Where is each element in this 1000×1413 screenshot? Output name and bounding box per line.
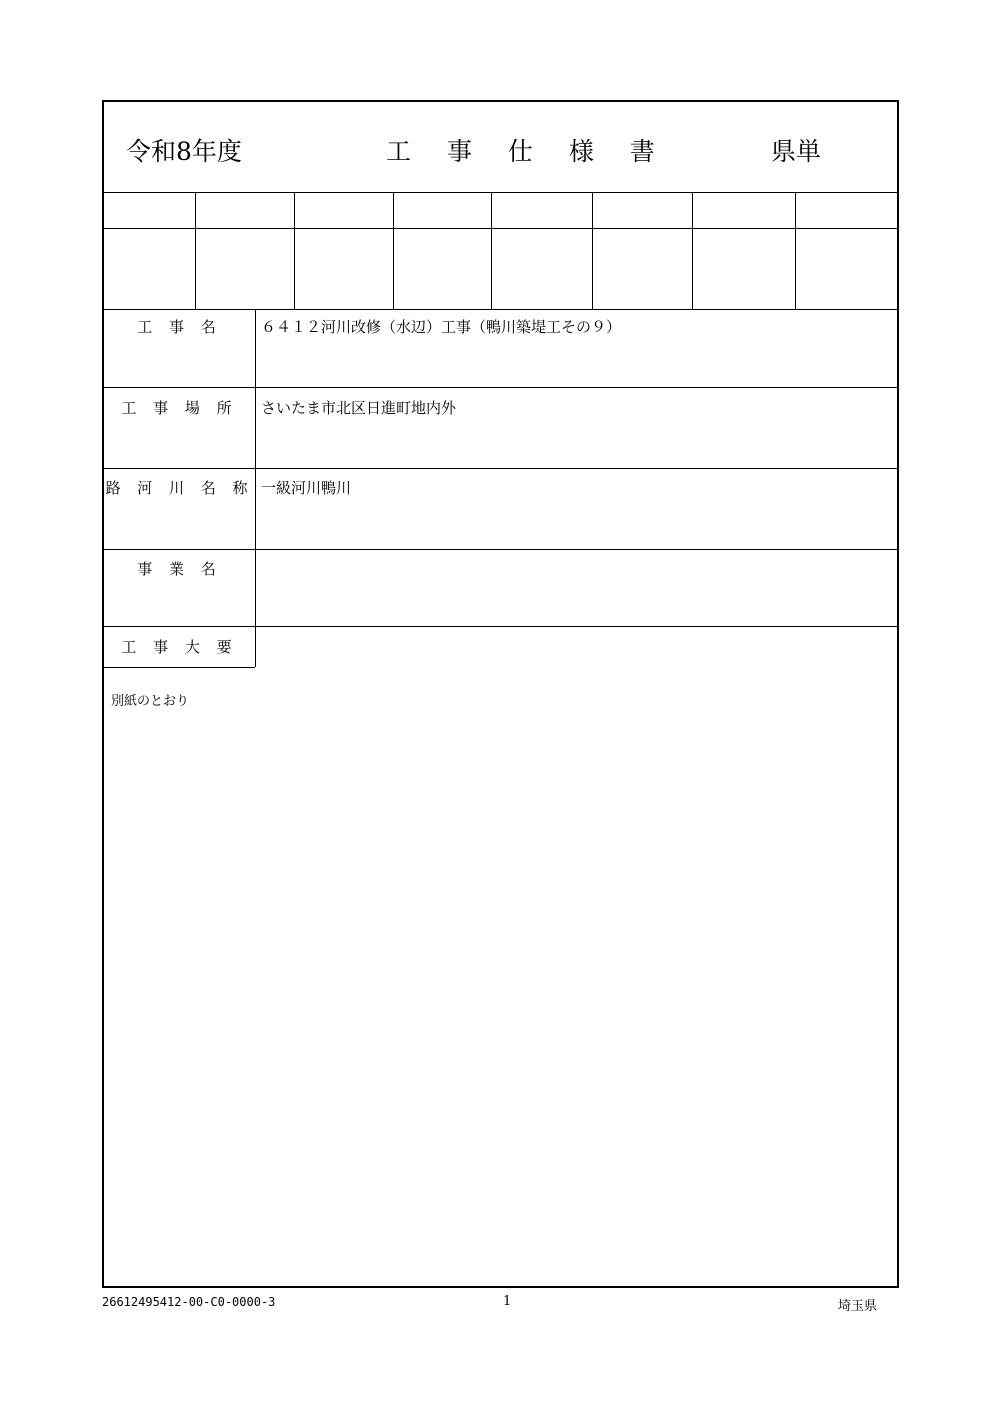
stamp-row-divider — [103, 228, 899, 229]
specification-frame — [102, 100, 899, 1288]
budget-category: 県単 — [771, 137, 822, 166]
stamp-col-line-4 — [491, 193, 492, 309]
construction-site-value: さいたま市北区日進町地内外 — [261, 399, 457, 417]
issuing-organization: 埼玉県 — [838, 1299, 878, 1314]
row-divider-1 — [103, 387, 899, 388]
construction-outline-label: 工 事 大 要 — [121, 638, 238, 656]
row-divider-3 — [103, 549, 899, 550]
row-divider-4 — [103, 626, 899, 627]
construction-name-value: ６４１２河川改修（水辺）工事（鴨川築堤工その９） — [261, 318, 622, 336]
stamp-col-line-3 — [393, 193, 394, 309]
page-number: 1 — [503, 1294, 512, 1309]
project-name-label: 事 業 名 — [137, 560, 222, 578]
row-divider-2 — [103, 468, 899, 469]
header-bottom-line — [103, 192, 899, 193]
document-code: 26612495412-00-C0-0000-3 — [102, 1295, 276, 1309]
outline-label-bottom-line — [103, 667, 255, 668]
stamp-area-bottom-line — [103, 309, 899, 310]
label-column-line — [255, 309, 256, 667]
stamp-col-line-5 — [592, 193, 593, 309]
river-name-label: 路 河 川 名 称 — [105, 479, 254, 497]
fiscal-year: 令和8年度 — [126, 137, 242, 166]
document-title: 工 事 仕 様 書 — [386, 137, 669, 166]
river-name-value: 一級河川鴨川 — [261, 479, 352, 497]
construction-name-label: 工 事 名 — [137, 318, 222, 336]
stamp-col-line-2 — [294, 193, 295, 309]
stamp-col-line-6 — [692, 193, 693, 309]
stamp-col-line-1 — [195, 193, 196, 309]
construction-outline-value: 別紙のとおり — [111, 694, 190, 709]
stamp-col-line-7 — [795, 193, 796, 309]
construction-site-label: 工 事 場 所 — [121, 399, 238, 417]
